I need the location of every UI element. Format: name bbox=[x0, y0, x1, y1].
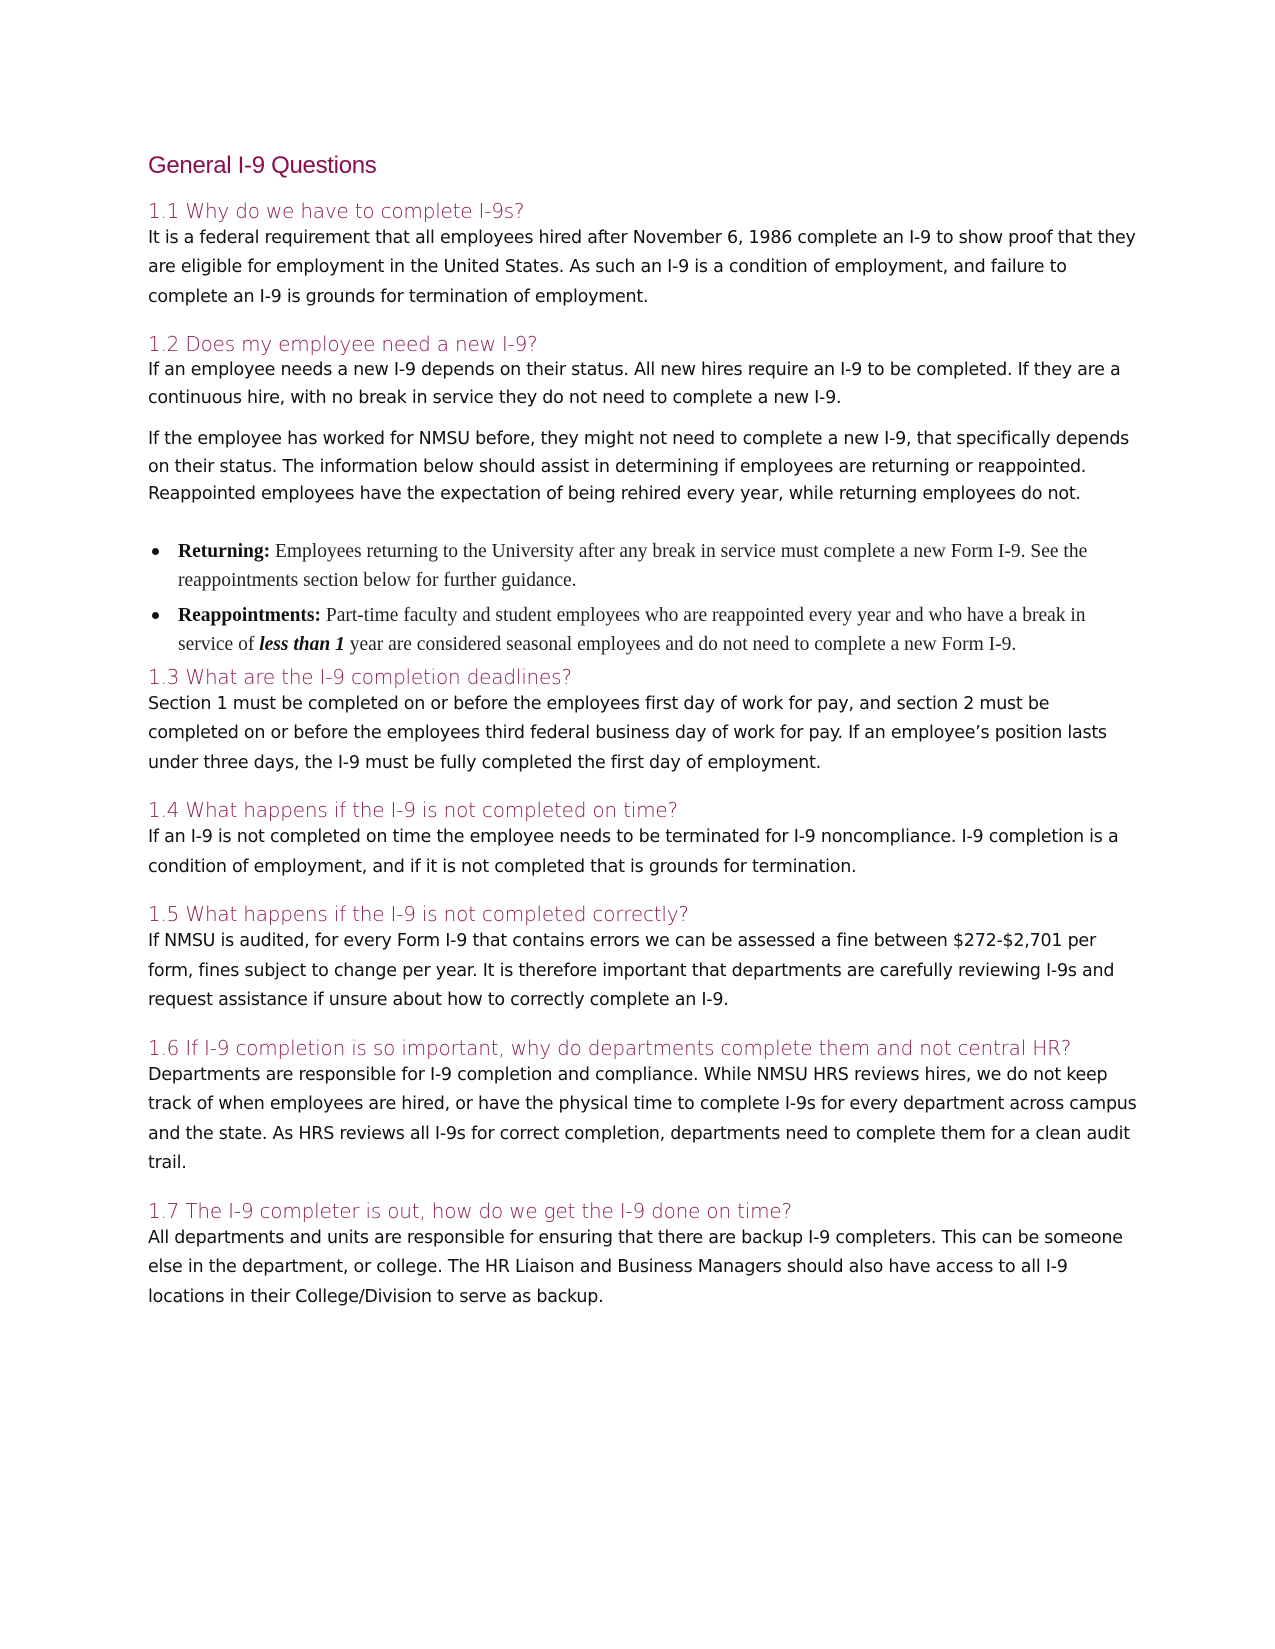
section-1-7 bbox=[148, 1199, 1138, 1313]
section-1-1 bbox=[148, 199, 1138, 313]
section-heading: 1.4 What happens if the I-9 is not completed on time? bbox=[148, 798, 678, 823]
section-paragraph: If an employee needs a new I-9 depends on their status. All new hires require an I-9 to be completed. If they are a continuous hire, with no break in service they do not need to complete a new I-9. bbox=[148, 360, 1121, 408]
document-page bbox=[148, 152, 1138, 1332]
section-1-2 bbox=[148, 332, 1138, 659]
section-paragraph: All departments and units are responsible for ensuring that there are backup I-9 completers. This can be someone else in the department, or college. The HR Liaison and Business Managers should also have access to all I-9 locations in their College/Division to serve as backup. bbox=[148, 1227, 1123, 1307]
section-1-4 bbox=[148, 798, 1138, 882]
page-title: General I-9 Questions bbox=[148, 152, 377, 179]
bullet-list bbox=[148, 537, 1138, 659]
section-paragraph: If an I-9 is not completed on time the employee needs to be terminated for I-9 noncompliance. I-9 completion is a condition of employment, and if it is not completed that is grounds for termination. bbox=[148, 827, 1119, 877]
section-heading: 1.6 If I-9 completion is so important, why do departments complete them and not central HR? bbox=[148, 1035, 1072, 1060]
section-heading: 1.7 The I-9 completer is out, how do we get the I-9 done on time? bbox=[148, 1198, 792, 1223]
section-heading: 1.2 Does my employee need a new I-9? bbox=[148, 332, 538, 357]
section-paragraph: If NMSU is audited, for every Form I-9 that contains errors we can be assessed a fine between $272-$2,701 per form, fines subject to change per year. It is therefore important that departments are carefully reviewing I-9s and request assistance if unsure about how to correctly complete an I-9. bbox=[148, 931, 1115, 1011]
bullet-icon bbox=[152, 548, 159, 555]
bullet-term: Returning: bbox=[178, 540, 271, 562]
bullet-text: Part-time faculty and student employees who are reappointed every year and who have a break in service of bbox=[178, 604, 1086, 655]
section-1-5 bbox=[148, 902, 1138, 1016]
section-heading: 1.3 What are the I-9 completion deadlines? bbox=[148, 664, 572, 689]
section-paragraph: Departments are responsible for I-9 completion and compliance. While NMSU HRS reviews hires, we do not keep track of when employees are hired, or have the physical time to complete I-9s for every department across campus and the state. As HRS reviews all I-9s for correct completion, departments need to complete them for a clean audit trail. bbox=[148, 1064, 1137, 1174]
bullet-text: year are considered seasonal employees and do not need to complete a new Form I-9. bbox=[344, 633, 1017, 655]
section-paragraph: Section 1 must be completed on or before the employees first day of work for pay, and section 2 must be completed on or before the employees third federal business day of work for pay. If an employee’s position lasts under three days, the I-9 must be fully completed the first day of employment. bbox=[148, 693, 1107, 773]
section-1-3 bbox=[148, 665, 1138, 779]
bullet-emphasis: less than 1 bbox=[259, 633, 345, 655]
bullet-term: Reappointments: bbox=[178, 604, 322, 626]
section-1-6 bbox=[148, 1036, 1138, 1179]
section-heading: 1.1 Why do we have to complete I-9s? bbox=[148, 198, 525, 223]
bullet-item-returning bbox=[148, 537, 1138, 595]
section-paragraph: If the employee has worked for NMSU before, they might not need to complete a new I-9, that specifically depends on their status. The information below should assist in determining if employees are returning or reappointed. Reappointed employees have the expectation of being rehired every year, while returning employees do not. bbox=[148, 429, 1130, 505]
section-heading: 1.5 What happens if the I-9 is not completed correctly? bbox=[148, 902, 689, 927]
bullet-item-reappointments bbox=[148, 601, 1138, 659]
bullet-text: Employees returning to the University after any break in service must complete a new Form I-9. See the reappointments section below for further guidance. bbox=[178, 540, 1088, 591]
section-paragraph: It is a federal requirement that all employees hired after November 6, 1986 complete an I-9 to show proof that they are eligible for employment in the United States. As such an I-9 is a condition of employment, and failure to complete an I-9 is grounds for termination of employment. bbox=[148, 227, 1136, 307]
bullet-icon bbox=[152, 612, 159, 619]
